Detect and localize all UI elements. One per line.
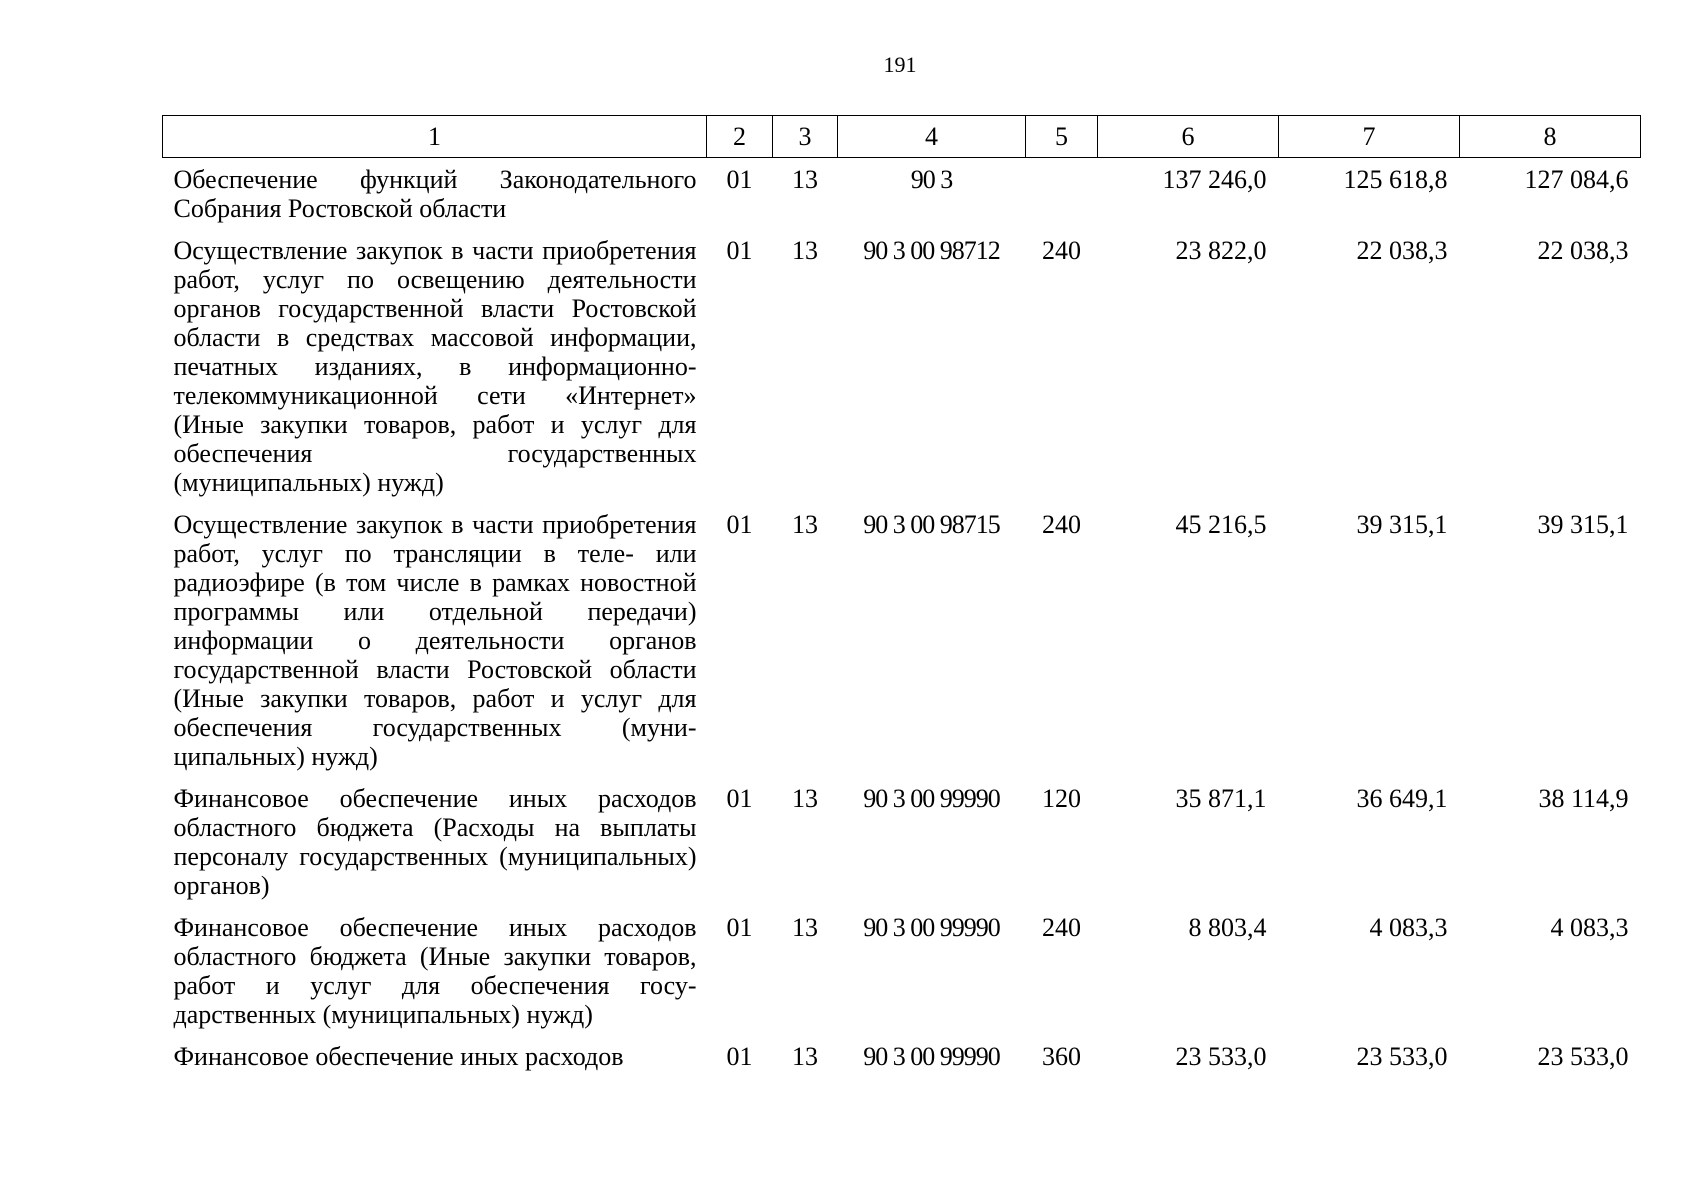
amount-col-8: 23 533,0 <box>1537 1042 1629 1071</box>
amount-col-6: 35 871,1 <box>1175 784 1267 813</box>
expense-type-code <box>1026 158 1098 234</box>
header-col-2: 2 <box>707 116 773 158</box>
section-code: 01 <box>726 236 753 265</box>
header-col-4: 4 <box>838 116 1026 158</box>
header-col-7: 7 <box>1279 116 1460 158</box>
subsection-code: 13 <box>792 784 818 813</box>
row-description: Финансовое обеспечение иных расходов областного бюджета (Расходы на выплаты персоналу государственных (муниципальных) органов) <box>173 784 697 900</box>
section-code: 01 <box>726 1042 753 1071</box>
amount-col-6: 8 803,4 <box>1188 913 1267 942</box>
table-row <box>163 507 1641 781</box>
table-header-row <box>163 116 1641 158</box>
header-col-1: 1 <box>163 116 707 158</box>
table-row <box>163 1039 1641 1081</box>
expense-type-code: 240 <box>1042 236 1081 265</box>
table-row <box>163 158 1641 234</box>
row-description: Обеспечение функций Законодательного Собрания Ростовской области <box>173 165 697 223</box>
header-col-8: 8 <box>1460 116 1641 158</box>
table-row <box>163 910 1641 1039</box>
amount-col-6: 45 216,5 <box>1175 510 1267 539</box>
amount-col-6: 137 246,0 <box>1162 165 1267 194</box>
amount-col-7: 4 083,3 <box>1369 913 1448 942</box>
target-article-code: 90 3 00 99990 <box>863 913 1000 942</box>
target-article-code: 90 3 <box>910 165 953 194</box>
amount-col-6: 23 822,0 <box>1175 236 1267 265</box>
subsection-code: 13 <box>792 913 818 942</box>
amount-col-8: 4 083,3 <box>1550 913 1629 942</box>
section-code: 01 <box>726 913 753 942</box>
amount-col-8: 22 038,3 <box>1537 236 1629 265</box>
subsection-code: 13 <box>792 165 818 194</box>
subsection-code: 13 <box>792 510 818 539</box>
page-number: 191 <box>883 52 917 77</box>
table-row <box>163 233 1641 507</box>
target-article-code: 90 3 00 99990 <box>863 1042 1000 1071</box>
subsection-code: 13 <box>792 236 818 265</box>
amount-col-6: 23 533,0 <box>1175 1042 1267 1071</box>
amount-col-7: 125 618,8 <box>1343 165 1448 194</box>
amount-col-7: 39 315,1 <box>1356 510 1448 539</box>
row-description: Осуществление закупок в части приобретения работ, услуг по трансляции в теле- или радиоэфире (в том числе в рамках новостной программы или отдельной передачи) информации о деятельности органов государственной власти Ростовской области (Иные закупки товаров, работ и услуг для обеспечения государственных (муниципальных) нужд) <box>173 510 697 771</box>
table-row <box>163 781 1641 910</box>
row-description: Финансовое обеспечение иных расходов <box>173 1042 624 1071</box>
row-description: Финансовое обеспечение иных расходов областного бюджета (Иные закупки товаров, работ и услуг для обеспечения государственных (муниципальных) нужд) <box>173 913 697 1029</box>
amount-col-7: 36 649,1 <box>1356 784 1448 813</box>
target-article-code: 90 3 00 98715 <box>863 510 1000 539</box>
section-code: 01 <box>726 784 753 813</box>
amount-col-7: 22 038,3 <box>1356 236 1448 265</box>
section-code: 01 <box>726 510 753 539</box>
row-description: Осуществление закупок в части приобретения работ, услуг по освещению деятельности органов государственной власти Ростовской области в средствах массовой информации, печатных изданиях, в информационно-телекоммуникационной сети «Интернет» (Иные закупки товаров, работ и услуг для обеспечения государственных (муниципальных) нужд) <box>173 236 697 497</box>
amount-col-8: 39 315,1 <box>1537 510 1629 539</box>
header-col-6: 6 <box>1098 116 1279 158</box>
section-code: 01 <box>726 165 753 194</box>
expense-type-code: 360 <box>1042 1042 1081 1071</box>
amount-col-7: 23 533,0 <box>1356 1042 1448 1071</box>
subsection-code: 13 <box>792 1042 818 1071</box>
target-article-code: 90 3 00 98712 <box>863 236 1000 265</box>
expense-type-code: 240 <box>1042 913 1081 942</box>
budget-table <box>162 115 1641 1081</box>
amount-col-8: 38 114,9 <box>1538 784 1629 813</box>
target-article-code: 90 3 00 99990 <box>863 784 1000 813</box>
expense-type-code: 240 <box>1042 510 1081 539</box>
header-col-3: 3 <box>773 116 838 158</box>
expense-type-code: 120 <box>1042 784 1081 813</box>
amount-col-8: 127 084,6 <box>1524 165 1629 194</box>
header-col-5: 5 <box>1026 116 1098 158</box>
